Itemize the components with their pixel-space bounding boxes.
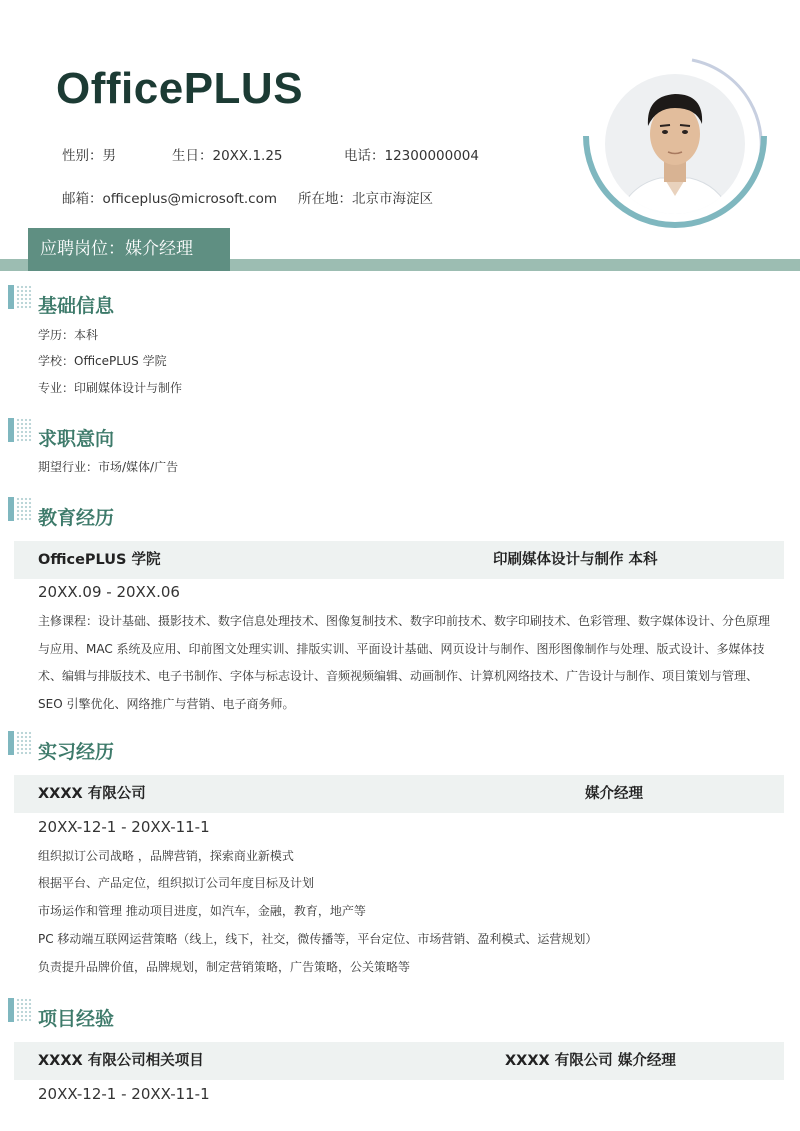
internship-company: XXXX 有限公司	[38, 786, 146, 802]
education-header-row	[14, 541, 784, 579]
internship-line: PC 移动端互联网运营策略（线上，线下，社交，微传播等，平台定位、市场营销、盈利模式、运营规划）	[38, 932, 598, 946]
avatar	[600, 70, 750, 226]
basic-line-degree: 学历：本科	[38, 328, 99, 342]
education-school: OfficePLUS 学院	[38, 552, 161, 568]
project-header-row	[14, 1042, 784, 1080]
phone-field: 电话：12300000004	[344, 148, 479, 164]
project-role: XXXX 有限公司 媒介经理	[505, 1053, 676, 1069]
education-date: 20XX.09 - 20XX.06	[38, 583, 180, 601]
basic-line-major: 专业：印刷媒体设计与制作	[38, 381, 183, 395]
internship-line: 组织拟订公司战略 ，品牌营销，探索商业新模式	[38, 849, 294, 863]
internship-header-row	[14, 775, 784, 813]
education-courses: 主修课程：设计基础、摄影技术、数字信息处理技术、图像复制技术、数字印前技术、数字印刷技术、色彩管理、数字媒体设计、分色原理与应用、MAC 系统及应用、印前图文处理实训、排版实训、平面设计基础、网页设计与制作、图形图像制作与处理、版式设计、多媒体技术、编辑与排版技术、电子书制作、字体与标志设计、音频视频编辑、动画制作、计算机网络技术、广告设计与制作、项目策划与管理、SEO 引擎优化、网络推广与营销、电子商务师。	[38, 614, 771, 711]
education-major: 印刷媒体设计与制作 本科	[493, 552, 658, 568]
internship-line: 市场运作和管理 推动项目进度，如汽车，金融，教育，地产等	[38, 904, 366, 918]
section-marker	[8, 497, 32, 521]
section-marker	[8, 285, 32, 309]
section-marker	[8, 418, 32, 442]
section-marker	[8, 998, 32, 1022]
email-field: 邮箱：officeplus@microsoft.com	[62, 191, 278, 207]
intent-line-industry: 期望行业：市场/媒体/广告	[38, 460, 179, 474]
section-marker	[8, 731, 32, 755]
section-title-project: 项目经验	[38, 1008, 115, 1030]
project-date: 20XX-12-1 - 20XX-11-1	[38, 1085, 210, 1103]
profile-photo	[580, 56, 770, 236]
candidate-name: OfficePLUS	[56, 64, 304, 113]
internship-line: 负责提升品牌价值，品牌规划，制定营销策略，广告策略，公关策略等	[38, 960, 411, 974]
section-title-education: 教育经历	[38, 507, 115, 529]
basic-line-school: 学校：OfficePLUS 学院	[38, 354, 167, 368]
section-title-intent: 求职意向	[38, 428, 115, 450]
birth-field: 生日：20XX.1.25	[172, 148, 283, 164]
section-title-internship: 实习经历	[38, 741, 115, 763]
project-name: XXXX 有限公司相关项目	[38, 1053, 204, 1069]
job-target-tab: 应聘岗位：媒介经理	[28, 228, 230, 271]
gender-field: 性别：男	[62, 148, 116, 164]
internship-date: 20XX-12-1 - 20XX-11-1	[38, 818, 210, 836]
internship-role: 媒介经理	[585, 786, 643, 802]
internship-line: 根据平台、产品定位，组织拟订公司年度目标及计划	[38, 876, 315, 890]
section-title-basic: 基础信息	[38, 295, 115, 317]
location-field: 所在地：北京市海淀区	[298, 191, 433, 207]
